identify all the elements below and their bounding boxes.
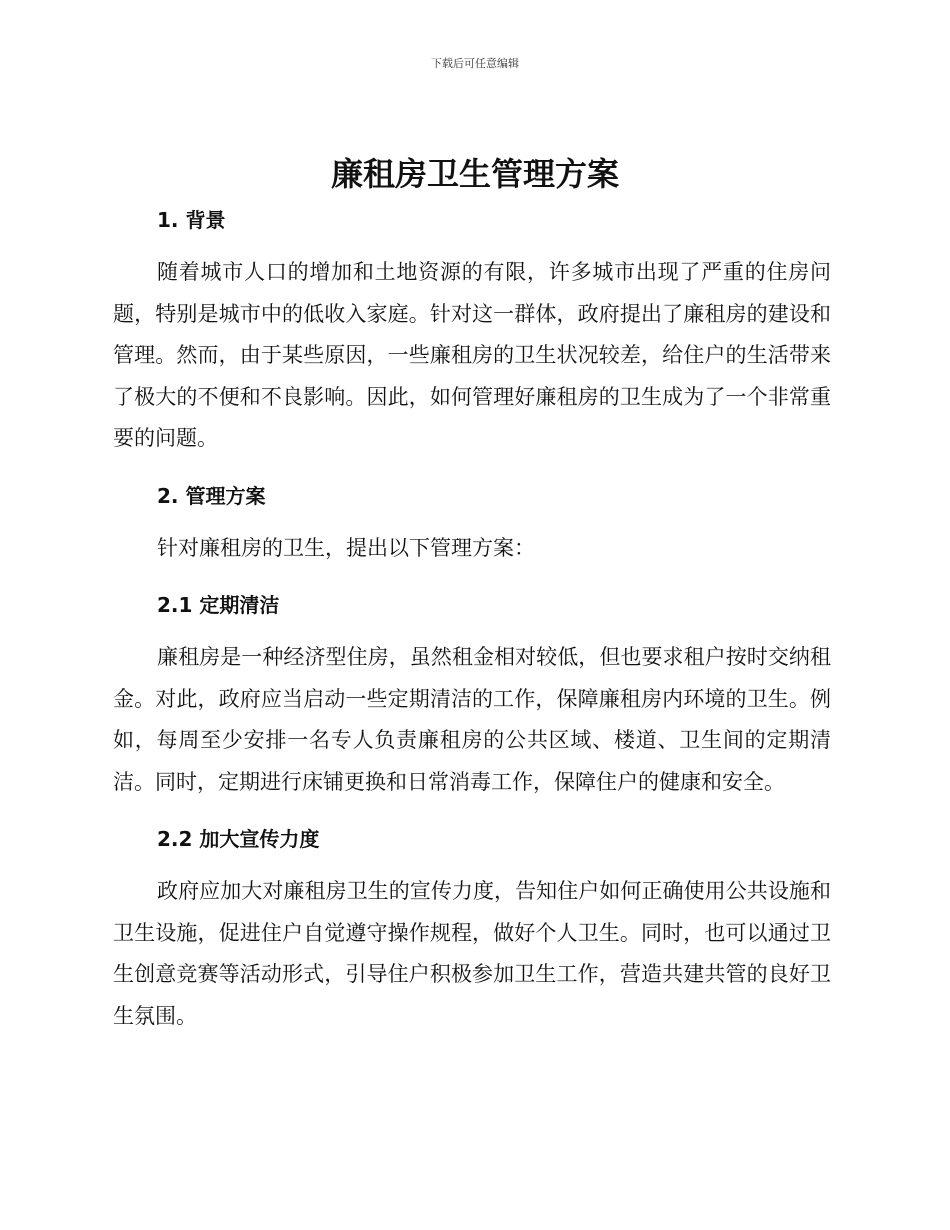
section-paragraph-background: 随着城市人口的增加和土地资源的有限，许多城市出现了严重的住房问题，特别是城市中的低收入家庭。针对这一群体，政府提出了廉租房的建设和管理。然而，由于某些原因，一些廉租房的卫生状况较差，给住户的生活带来了极大的不便和不良影响。因此，如何管理好廉租房的卫生成为了一个非常重要的问题。 bbox=[113, 260, 831, 450]
section-heading-regular-cleaning: 2.1 定期清洁 bbox=[157, 593, 280, 617]
document-title: 廉租房卫生管理方案 bbox=[330, 155, 619, 193]
header-note: 下载后可任意编辑 bbox=[431, 57, 519, 70]
section-paragraph-publicity: 政府应加大对廉租房卫生的宣传力度，告知住户如何正确使用公共设施和卫生设施，促进住户自觉遵守操作规程，做好个人卫生。同时，也可以通过卫生创意竞赛等活动形式，引导住户积极参加卫生工作，营造共建共管的良好卫生氛围。 bbox=[113, 879, 831, 1028]
section-paragraph-management-plan: 针对廉租房的卫生，提出以下管理方案： bbox=[157, 535, 535, 560]
document-body bbox=[113, 200, 831, 1037]
section-paragraph-regular-cleaning: 廉租房是一种经济型住房，虽然租金相对较低，但也要求租户按时交纳租金。对此，政府应当启动一些定期清洁的工作，保障廉租房内环境的卫生。例如，每周至少安排一名专人负责廉租房的公共区域、楼道、卫生间的定期清洁。同时，定期进行床铺更换和日常消毒工作，保障住户的健康和安全。 bbox=[113, 645, 831, 794]
section-heading-publicity: 2.2 加大宣传力度 bbox=[157, 827, 320, 851]
section-heading-background: 1. 背景 bbox=[157, 208, 226, 232]
section-heading-management-plan: 2. 管理方案 bbox=[157, 483, 266, 508]
